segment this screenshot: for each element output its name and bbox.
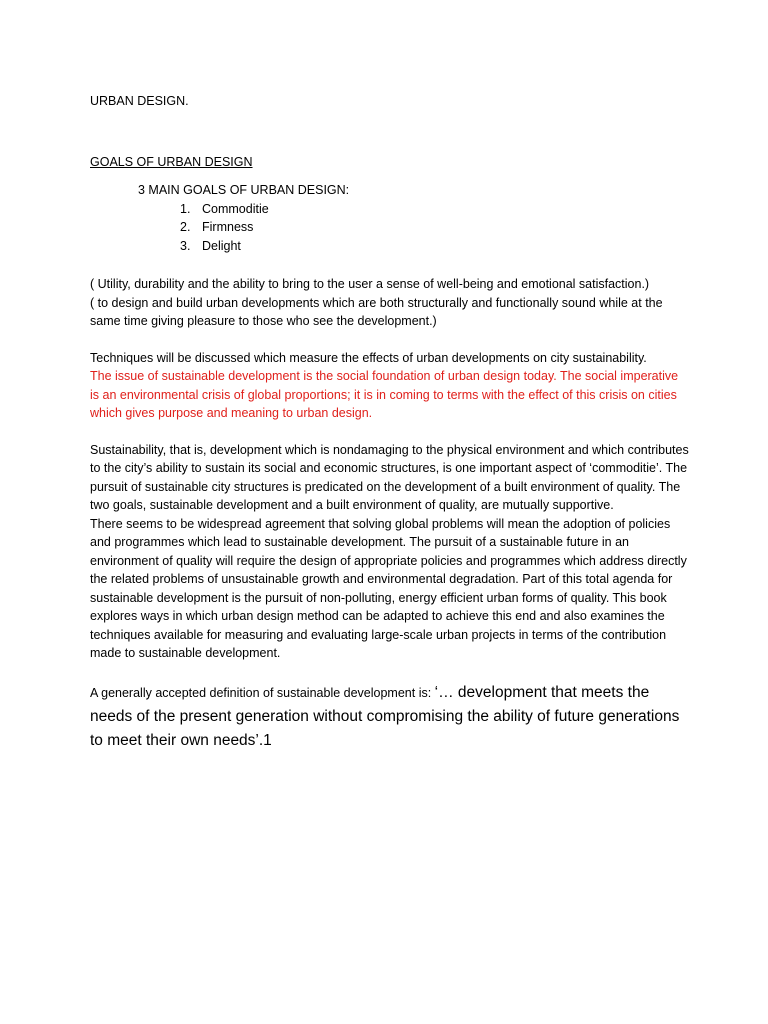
definition-intro: A generally accepted definition of sustainable development is: [90,685,435,700]
goals-heading: 3 MAIN GOALS OF URBAN DESIGN: [138,183,350,197]
section-title: GOALS OF URBAN DESIGN [90,154,253,169]
explanation-utility: ( Utility, durability and the ability to bring to the user a sense of well-being and emotional satisfaction.) [90,277,650,291]
document-title: URBAN DESIGN. [90,94,189,108]
list-item [90,237,690,256]
definition-paragraph [90,681,690,753]
techniques-paragraph: Techniques will be discussed which measure the effects of urban developments on city sustainability. [90,350,647,365]
goals-list [90,200,690,256]
sustainability-paragraph: Sustainability, that is, development which is nondamaging to the physical environment and which contributes to the city’s ability to sustain its social and economic structures, is one important aspect of ‘commoditie’. The pursuit of sustainable city structures is predicated on the development of a built environment of quality. The two goals, sustainable development and a built environment of quality, are mutually supportive. [90,442,689,512]
list-number: 1. [180,201,191,216]
document-page [90,92,690,753]
list-item [90,218,690,237]
list-item-label: Delight [202,238,241,253]
list-item-label: Commoditie [202,201,269,216]
list-number: 3. [180,238,191,253]
list-item [90,200,690,219]
global-problems-paragraph: There seems to be widespread agreement that solving global problems will mean the adoption of policies and programmes which lead to sustainable development. The pursuit of a sustainable future in an environment of quality will require the design of appropriate policies and programmes which address directly the related problems of unsustainable growth and environmental degradation. Part of this total agenda for sustainable development is the pursuit of non-polluting, energy efficient urban forms of quality. This book explores ways in which urban design method can be adapted to achieve this end and also examines the techniques available for measuring and evaluating large-scale urban projects in terms of the contribution made to sustainable development. [90,516,687,660]
explanation-design: ( to design and build urban developments which are both structurally and functionally sound while at the same time giving pleasure to those who see the development.) [90,295,663,328]
definition-quote: ‘… development that meets the needs of the present generation without compromising the ability of future generations to meet their own needs’.1 [90,683,680,749]
list-number: 2. [180,220,191,234]
highlighted-paragraph: The issue of sustainable development is the social foundation of urban design today. The social imperative is an environmental crisis of global proportions; it is in coming to terms with the effect of this crisis on cities which gives purpose and meaning to urban design. [90,369,679,420]
list-item-label: Firmness [202,220,254,234]
